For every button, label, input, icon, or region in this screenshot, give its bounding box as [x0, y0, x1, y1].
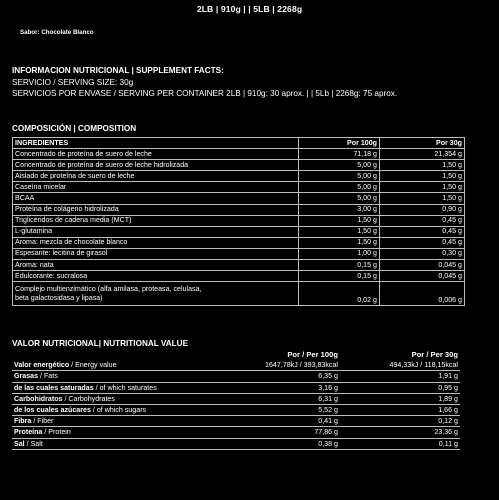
ingredient-row — [13, 160, 465, 171]
nutrient-row — [12, 438, 460, 449]
ingredient-per-100g: 1,50 g — [299, 237, 380, 248]
ingredient-row — [13, 204, 465, 215]
ingredient-per-30g: 1,50 g — [380, 171, 465, 182]
ingredient-name: Aroma: mezcla de chocolate blanco — [13, 237, 299, 248]
ingredient-per-30g: 0,90 g — [380, 204, 465, 215]
ingredient-row — [13, 271, 465, 282]
nutrient-per-100g: 6,35 g — [230, 371, 340, 382]
ingredient-per-100g: 5,00 g — [299, 160, 380, 171]
ingredient-name: Complejo multienzimático (alfa amilasa, proteasa, celulasa, beta galactosidasa y lipasa) — [13, 282, 299, 306]
ingredient-name: Concentrado de proteína de suero de leche — [13, 149, 299, 160]
nutrient-name: de las cuales saturadas / of which saturates — [12, 382, 230, 393]
ingredients-header: INGREDIENTES — [13, 138, 299, 149]
nutrition-header-row — [12, 350, 460, 360]
ingredient-name: Aroma: nata — [13, 260, 299, 271]
ingredient-per-30g: 21,354 g — [380, 149, 465, 160]
ingredient-row — [13, 237, 465, 248]
nutrient-row — [12, 427, 460, 438]
ingredient-per-100g: 5,00 g — [299, 171, 380, 182]
nutrient-row — [12, 416, 460, 427]
nutrient-per-100g: 0,41 g — [230, 416, 340, 427]
ingredient-per-100g: 1,50 g — [299, 226, 380, 237]
ingredient-row — [13, 149, 465, 160]
nutrient-row — [12, 371, 460, 382]
ingredient-row — [13, 248, 465, 259]
ingredient-per-30g: 0,30 g — [380, 248, 465, 259]
ingredient-per-100g: 71,18 g — [299, 149, 380, 160]
nutrient-per-30g: 23,36 g — [340, 427, 460, 438]
nutrient-name: Valor energético / Energy value — [12, 360, 230, 371]
ingredient-row — [13, 282, 465, 306]
nutrient-per-30g: 1,89 g — [340, 393, 460, 404]
ingredient-row — [13, 226, 465, 237]
nutrient-per-100g: 77,86 g — [230, 427, 340, 438]
composition-table — [12, 137, 465, 306]
flavor-label: Sabor: Chocolate Blanco — [20, 29, 94, 36]
ingredient-per-100g: 3,00 g — [299, 204, 380, 215]
nutrient-row — [12, 382, 460, 393]
nutrient-per-100g: 3,16 g — [230, 382, 340, 393]
nutrient-per-30g: 0,11 g — [340, 438, 460, 449]
nutrient-row — [12, 393, 460, 404]
nutrient-per-100g: 6,31 g — [230, 393, 340, 404]
per-100g-col-header: Por / Per 100g — [287, 350, 338, 360]
nutrient-per-100g: 0,38 g — [230, 438, 340, 449]
composition-title: COMPOSICIÓN | COMPOSITION — [12, 124, 137, 133]
package-sizes: 2LB | 910g | | 5LB | 2268g — [196, 4, 303, 14]
ingredient-per-100g: 5,00 g — [299, 182, 380, 193]
ingredient-per-100g: 5,00 g — [299, 193, 380, 204]
nutrient-per-100g: 5,52 g — [230, 404, 340, 415]
ingredient-name: Espesante: lecitina de girasol — [13, 248, 299, 259]
nutritional-value-title: VALOR NUTRICIONAL| NUTRITIONAL VALUE — [12, 339, 189, 348]
ingredient-row — [13, 215, 465, 226]
nutrient-per-30g: 0,95 g — [340, 382, 460, 393]
nutrition-table — [12, 350, 460, 450]
ingredient-name: Triglicéridos de cadena media (MCT) — [13, 215, 299, 226]
nutrient-per-100g: 1647,78kJ / 393,83kcal — [230, 360, 340, 371]
ingredient-name: BCAA — [13, 193, 299, 204]
ingredient-per-100g: 1,00 g — [299, 248, 380, 259]
composition-header-row — [13, 138, 465, 149]
nutrient-name: Fibra / Fiber — [12, 416, 230, 427]
servings-per-container: SERVICIOS POR ENVASE / SERVING PER CONTAINER 2LB | 910g: 30 aprox. | | 5Lb | 2268g: 75 aprox. — [12, 89, 398, 98]
nutrient-name: Carbohidratos / Carbohydrates — [12, 393, 230, 404]
nutrient-name: Grasas / Fats — [12, 371, 230, 382]
ingredient-per-30g: 1,50 g — [380, 160, 465, 171]
ingredient-row — [13, 182, 465, 193]
ingredient-row — [13, 260, 465, 271]
ingredient-row — [13, 193, 465, 204]
serving-size: SERVICIO / SERVING SIZE: 30g — [12, 78, 134, 87]
ingredient-row — [13, 171, 465, 182]
nutrient-per-30g: 1,66 g — [340, 404, 460, 415]
ingredient-per-30g: 0,45 g — [380, 237, 465, 248]
ingredient-per-30g: 0,45 g — [380, 226, 465, 237]
ingredient-name: Proteína de colágeno hidrolizada — [13, 204, 299, 215]
ingredient-per-30g: 0,45 g — [380, 215, 465, 226]
nutrient-name: de los cuales azúcares / of which sugars — [12, 404, 230, 415]
nutrient-name: Proteína / Protein — [12, 427, 230, 438]
nutrient-name: Sal / Salt — [12, 438, 230, 449]
ingredient-name: Edulcorante: sucralosa — [13, 271, 299, 282]
ingredient-per-30g: 1,50 g — [380, 193, 465, 204]
nutrient-row — [12, 404, 460, 415]
ingredient-per-30g: 0,045 g — [380, 260, 465, 271]
nutrient-row — [12, 360, 460, 371]
ingredient-per-30g: 1,50 g — [380, 182, 465, 193]
ingredient-per-100g: 0,02 g — [299, 282, 380, 306]
ingredient-name: L-glutamina — [13, 226, 299, 237]
per-100g-header: Por 100g — [299, 138, 380, 149]
nutrient-per-30g: 0,12 g — [340, 416, 460, 427]
nutrient-per-30g: 1,91 g — [340, 371, 460, 382]
ingredient-name: Concentrado de proteína de suero de leche hidrolizada — [13, 160, 299, 171]
ingredient-per-30g: 0,006 g — [380, 282, 465, 306]
nutrient-per-30g: 494,33kJ / 118,15kcal — [340, 360, 460, 371]
ingredient-per-100g: 0,15 g — [299, 260, 380, 271]
ingredient-name: Caseína micelar — [13, 182, 299, 193]
per-30g-header: Por 30g — [380, 138, 465, 149]
supplement-facts-title: INFORMACION NUTRICIONAL | SUPPLEMENT FACTS: — [12, 66, 224, 75]
ingredient-per-30g: 0,045 g — [380, 271, 465, 282]
ingredient-per-100g: 0,15 g — [299, 271, 380, 282]
ingredient-name: Aislado de proteína de suero de leche — [13, 171, 299, 182]
per-30g-col-header: Por / Per 30g — [411, 350, 458, 360]
ingredient-per-100g: 1,50 g — [299, 215, 380, 226]
